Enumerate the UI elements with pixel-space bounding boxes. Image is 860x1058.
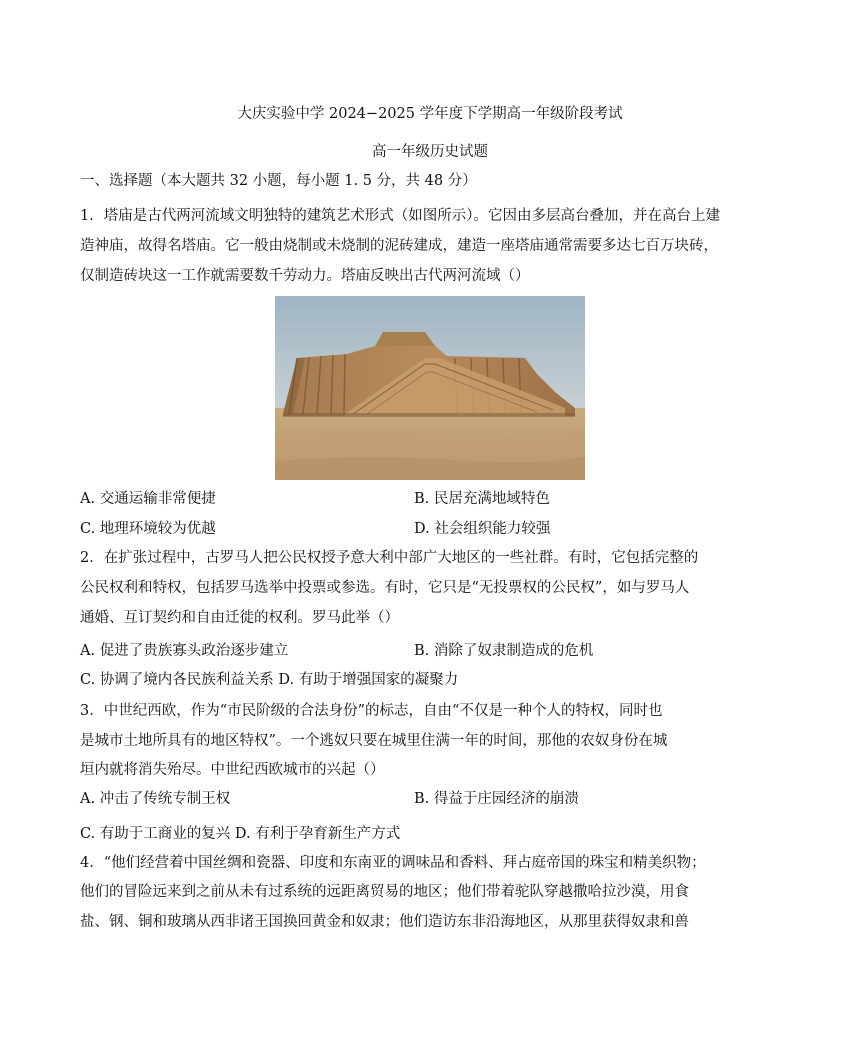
- question-4-line-1: 4．“他们经营着中国丝绸和瓷器、印度和东南亚的调味品和香料、拜占庭帝国的珠宝和精美织物；: [80, 855, 706, 871]
- question-2-option-b[interactable]: B. 消除了奴隶制造成的危机: [414, 643, 594, 659]
- question-2-line-2: 公民权利和特权，包括罗马选举中投票或参选。有时，它只是“无投票权的公民权”，如与罗马人: [80, 580, 690, 596]
- ziggurat-photo: [275, 296, 585, 480]
- question-1-option-a[interactable]: A. 交通运输非常便捷: [80, 491, 216, 507]
- question-2-line-1: 2．在扩张过程中，古罗马人把公民权授予意大利中部广大地区的一些社群。有时，它包括完整的: [80, 550, 699, 566]
- question-1-line-2: 造神庙，故得名塔庙。它一般由烧制或未烧制的泥砖建成，建造一座塔庙通常需要多达七百万块砖，: [80, 238, 718, 254]
- section-heading: 一、选择题（本大题共 32 小题，每小题 1. 5 分，共 48 分）: [80, 173, 477, 189]
- question-2-option-a[interactable]: A. 促进了贵族寡头政治逐步建立: [80, 643, 289, 659]
- question-3-line-2: 是城市土地所具有的地区特权”。一个逃奴只要在城里住满一年的时间，那他的农奴身份在城: [80, 733, 668, 749]
- question-3-line-3: 垣内就将消失殆尽。中世纪西欧城市的兴起（）: [80, 762, 385, 778]
- question-1-option-d[interactable]: D. 社会组织能力较强: [414, 521, 551, 537]
- question-2-option-cd[interactable]: C. 协调了境内各民族利益关系 D. 有助于增强国家的凝聚力: [80, 672, 459, 688]
- question-4-line-2: 他们的冒险远来到之前从未有过系统的远距离贸易的地区；他们带着驼队穿越撒哈拉沙漠，用食: [80, 884, 689, 900]
- question-3-line-1: 3．中世纪西欧，作为“市民阶级的合法身份”的标志，自由“不仅是一种个人的特权，同时也: [80, 703, 663, 719]
- question-2-line-3: 通婚、互订契约和自由迁徙的权利。罗马此举（）: [80, 610, 399, 626]
- question-1-line-1: 1．塔庙是古代两河流域文明独特的建筑艺术形式（如图所示）。它因由多层高台叠加，并在高台上建: [80, 208, 720, 224]
- question-3-option-b[interactable]: B. 得益于庄园经济的崩溃: [414, 791, 579, 807]
- page-subtitle: 高一年级历史试题: [372, 144, 488, 160]
- page-title: 大庆实验中学 2024−2025 学年度下学期高一年级阶段考试: [237, 106, 623, 122]
- question-1-option-b[interactable]: B. 民居充满地域特色: [414, 491, 550, 507]
- question-1-line-3: 仅制造砖块这一工作就需要数千劳动力。塔庙反映出古代两河流域（）: [80, 268, 530, 284]
- question-4-line-3: 盐、钢、铜和玻璃从西非诸王国换回黄金和奴隶；他们造访东非沿海地区，从那里获得奴隶和兽: [80, 914, 689, 930]
- question-3-option-cd[interactable]: C. 有助于工商业的复兴 D. 有利于孕育新生产方式: [80, 826, 401, 842]
- question-3-option-a[interactable]: A. 冲击了传统专制王权: [80, 791, 231, 807]
- question-1-option-c[interactable]: C. 地理环境较为优越: [80, 521, 216, 537]
